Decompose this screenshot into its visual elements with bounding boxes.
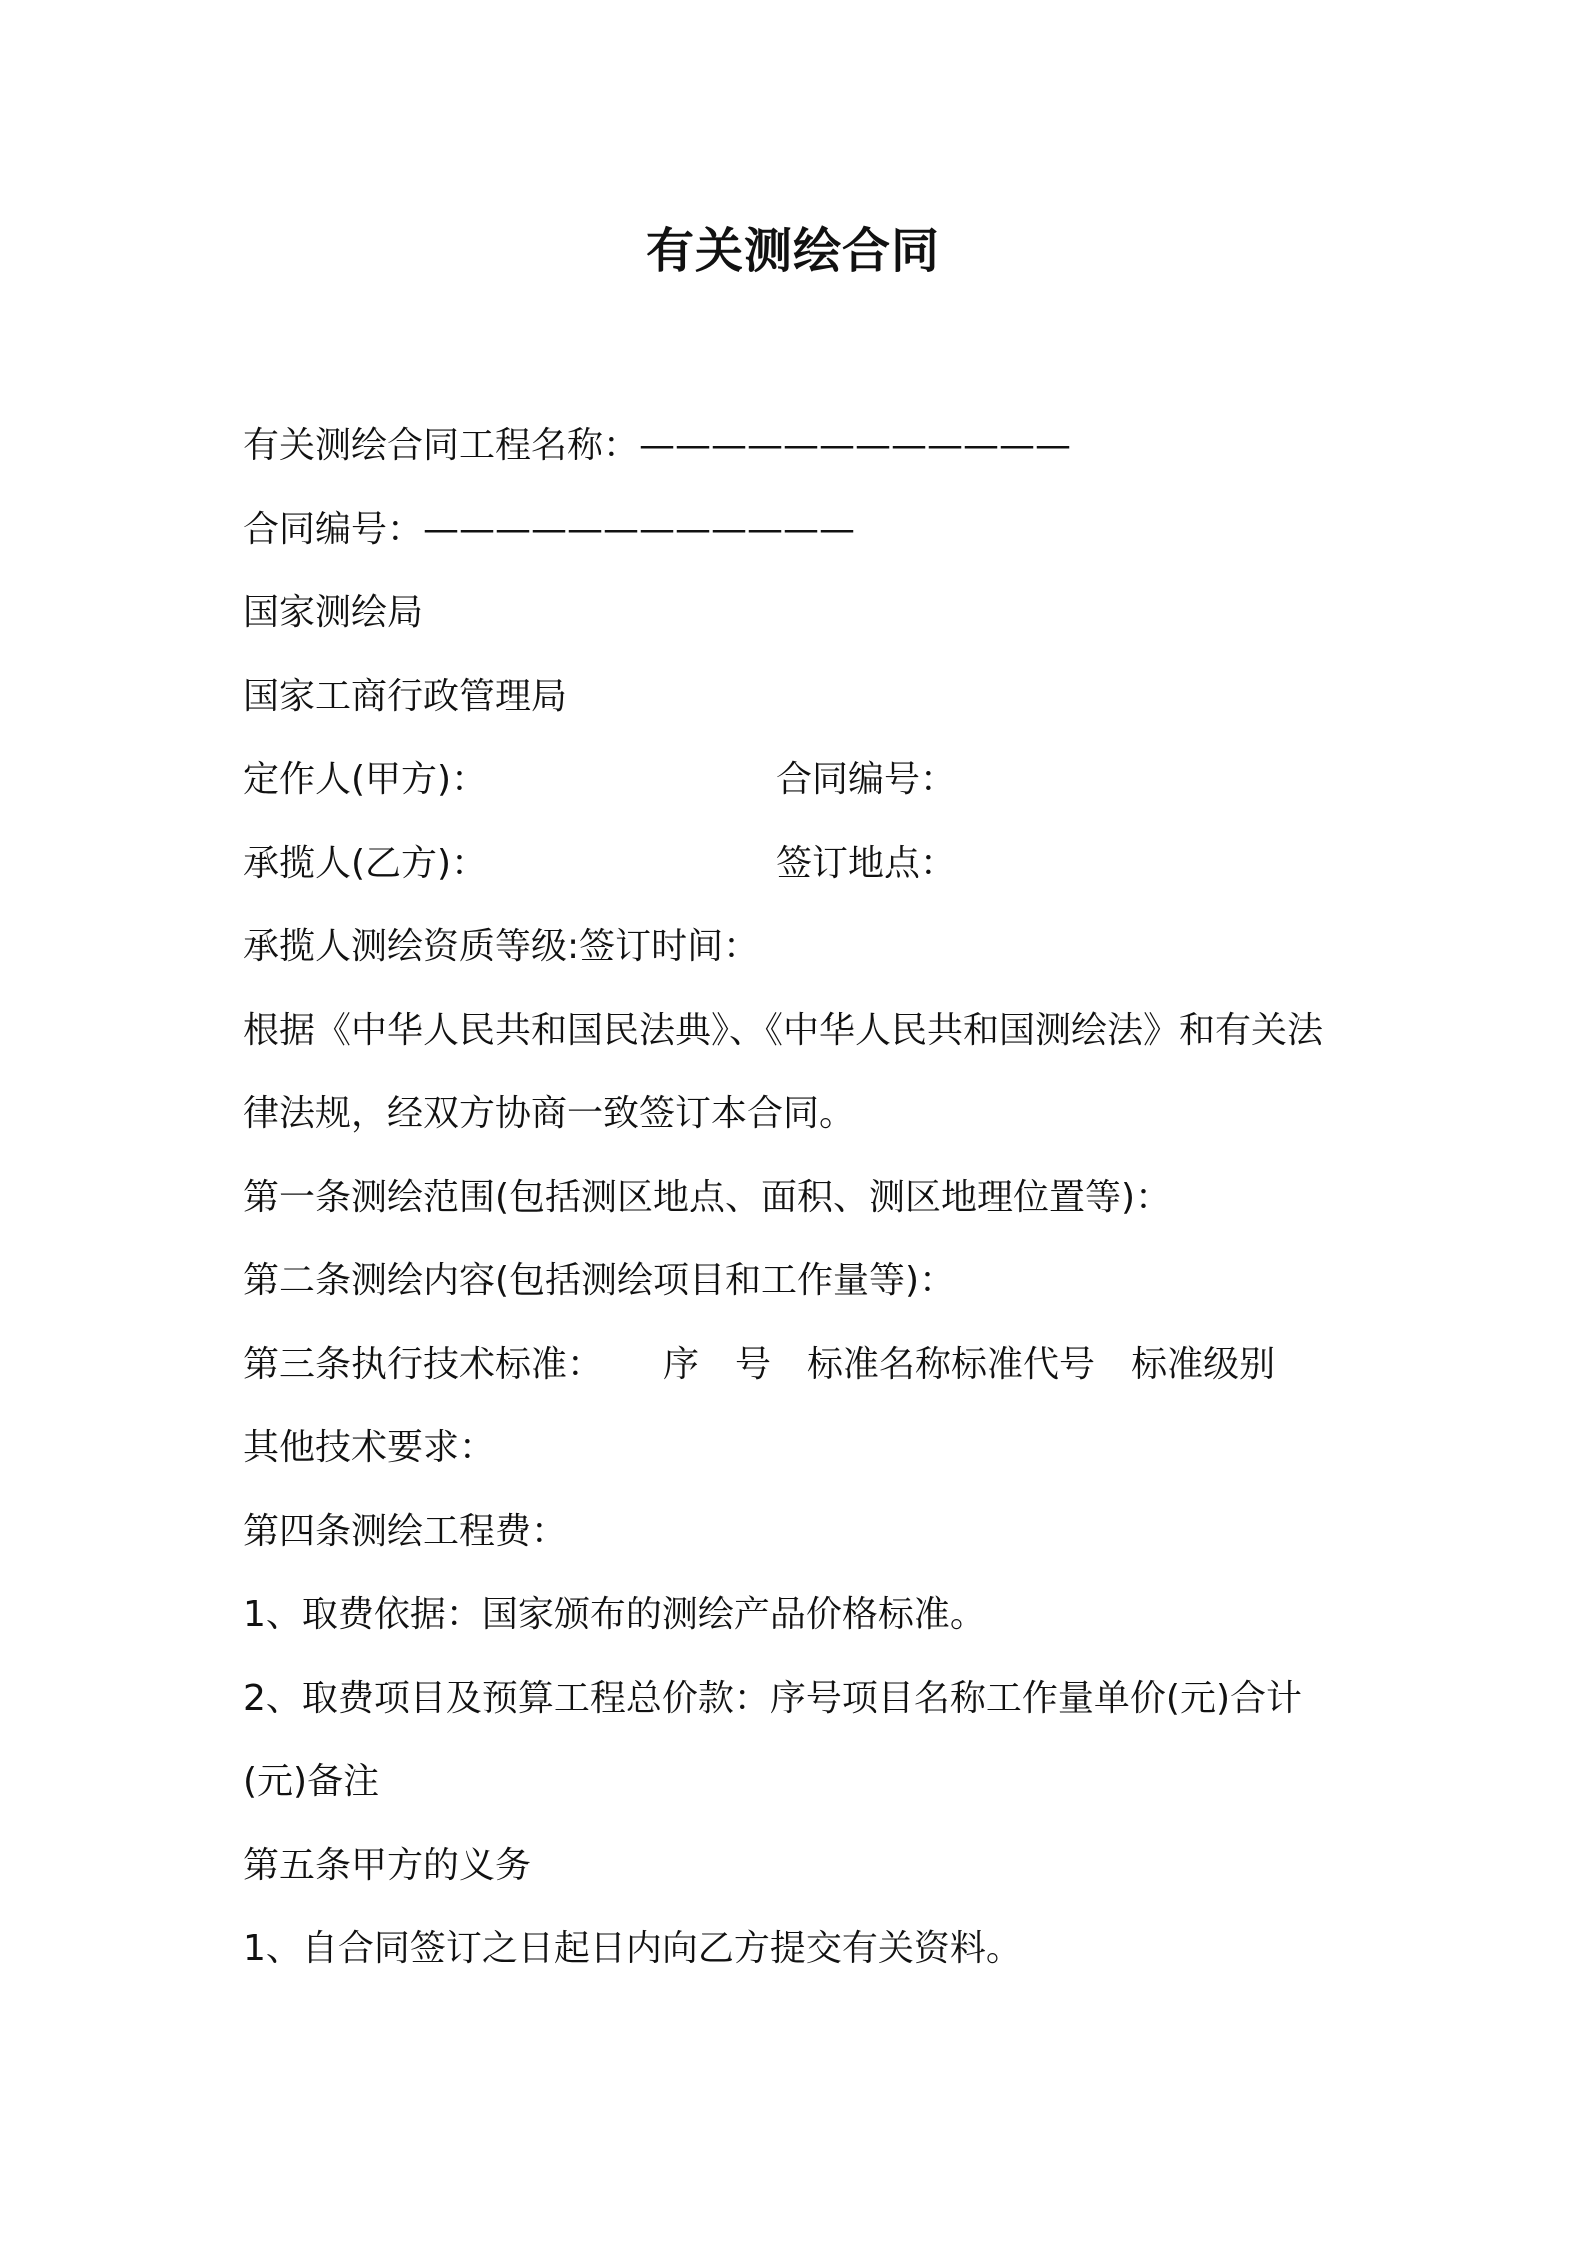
document-body — [243, 404, 1363, 1991]
contract-number-label: 合同编号： — [776, 759, 957, 800]
party-b-row — [243, 822, 1363, 906]
party-a-row — [243, 738, 1363, 822]
qualification-line: 承揽人测绘资质等级:签订时间： — [243, 926, 760, 967]
article-1-line: 第一条测绘范围(包括测区地点、面积、测区地理位置等)： — [243, 1176, 1172, 1218]
party-a-duty-1-line: 1、自合同签订之日起日内向乙方提交有关资料。 — [243, 1928, 1022, 1969]
fee-items-line-2: (元)备注 — [243, 1761, 380, 1802]
fee-basis-line: 1、取费依据：国家颁布的测绘产品价格标准。 — [243, 1594, 986, 1635]
preamble-line-2: 律法规，经双方协商一致签订本合同。 — [243, 1093, 856, 1134]
issuer-line-2: 国家工商行政管理局 — [243, 675, 568, 717]
issuer-line-1: 国家测绘局 — [243, 592, 424, 633]
article-3-label: 第三条执行技术标准： — [243, 1343, 604, 1385]
contract-number-line: 合同编号：———————————— — [243, 508, 856, 550]
project-name-line: 有关测绘合同工程名称：———————————— — [243, 425, 1072, 466]
party-a-label: 定作人(甲方)： — [243, 759, 488, 800]
column-standard-level: 标准级别 — [1131, 1343, 1276, 1385]
column-standard-name-code: 标准名称标准代号 — [807, 1343, 1096, 1385]
article-2-line: 第二条测绘内容(包括测绘项目和工作量等)： — [243, 1260, 956, 1301]
signing-place-label: 签订地点： — [776, 842, 957, 884]
article-3-line — [243, 1323, 1363, 1407]
document-title: 有关测绘合同 — [645, 223, 940, 279]
column-seq-1: 序 — [663, 1343, 700, 1385]
preamble-line-1: 根据《中华人民共和国民法典》、《中华人民共和国测绘法》和有关法 — [243, 1009, 1324, 1051]
other-requirements-line: 其他技术要求： — [243, 1427, 496, 1468]
article-5-line: 第五条甲方的义务 — [243, 1844, 532, 1886]
party-b-label: 承揽人(乙方)： — [243, 842, 488, 884]
column-seq-2: 号 — [735, 1343, 772, 1385]
article-4-line: 第四条测绘工程费： — [243, 1510, 568, 1552]
fee-items-line-1: 2、取费项目及预算工程总价款：序号项目名称工作量单价(元)合计 — [243, 1677, 1302, 1719]
